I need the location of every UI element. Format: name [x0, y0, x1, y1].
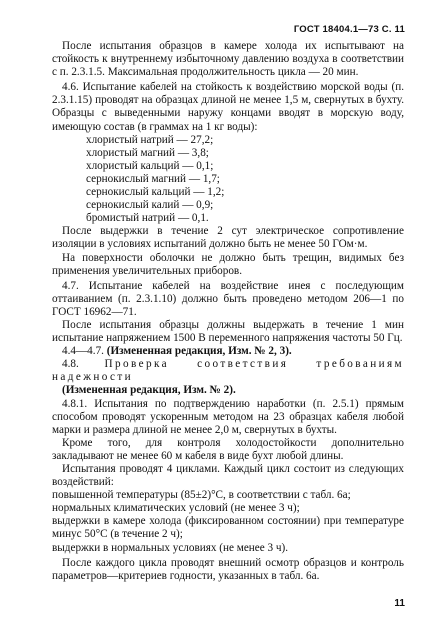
list-item: сернокислый калий — 0,9;: [86, 199, 214, 212]
paragraph: выдержки в нормальных условиях (не менее 3 ч).: [52, 541, 289, 554]
paragraph: После испытания образцы должны выдержать в течение 1 мин испытание напряжением 1500 В переменного напряжения частоты 50 Гц.: [52, 318, 404, 345]
page-header: ГОСТ 18404.1—73 С. 11: [293, 24, 405, 35]
section-heading: [52, 358, 404, 384]
paragraph: повышенной температуры (85±2)°С, в соответствии с табл. 6а;: [52, 489, 351, 502]
list-item: хлористый магний — 3,8;: [86, 146, 209, 159]
section-number: 4.4—4.7.: [62, 345, 104, 358]
paragraph: Испытания проводят 4 циклами. Каждый цикл состоит из следующих воздействий:: [52, 463, 404, 489]
paragraph: Кроме того, для контроля холодостойкости дополнительно закладывают не менее 60 м кабеля в виде бухт любой длины.: [52, 436, 404, 462]
paragraph: 4.6. Испытание кабелей на стойкость к воздействию морской воды (п. 2.3.1.15) проводят на образцах длиной не менее 1,5 м, свернутых в бухту. Образцы с выведенными наружу концами вводят в морскую воду, имеющую состав (в граммах на 1 кг воды):: [52, 81, 404, 133]
paragraph: нормальных климатических условий (не менее 3 ч);: [52, 502, 300, 515]
paragraph: После каждого цикла проводят внешний осмотр образцов и контроль параметров—критериев годности, указанных в табл. 6а.: [52, 556, 404, 582]
paragraph: выдержки в камере холода (фиксированном состоянии) при температуре минус 50°С (в течение 2 ч);: [52, 515, 404, 541]
paragraph: 4.8.1. Испытания по подтверждению наработки (п. 2.5.1) прямым способом проводят ускоренным методом на 23 образцах кабеля любой марки и размера длиной не менее 2,0 м, свернутых в бухты.: [52, 397, 404, 436]
list-item: сернокислый кальций — 1,2;: [86, 186, 225, 199]
amendment-note: (Измененная редакция, Изм. № 2).: [62, 384, 236, 397]
document-body: [52, 40, 404, 583]
composition-list: [52, 134, 404, 226]
amendment-note: [52, 345, 404, 358]
section-title: Проверка соответствия требованиям надежности: [52, 358, 404, 384]
paragraph: После выдержки в течение 2 сут электрическое сопротивление изоляции в условиях испытаний должно быть не менее 50 ГОм·м.: [52, 225, 404, 251]
paragraph: 4.7. Испытание кабелей на воздействие инея с последующим оттаиванием (п. 2.3.1.10) должно быть проведено методом 206—1 по ГОСТ 16962—71.: [52, 279, 404, 318]
list-item: хлористый натрий — 27,2;: [86, 133, 214, 146]
list-item: сернокислый магний — 1,7;: [86, 172, 220, 185]
paragraph: После испытания образцов в камере холода их испытывают на стойкость к внутреннему избыточному давлению воздуха в соответствии с п. 2.3.1.5. Максимальная продолжительность цикла — 20 мин.: [52, 40, 404, 79]
amendment-text: (Измененная редакция, Изм. № 2, 3).: [106, 345, 292, 358]
page-number: 11: [394, 598, 405, 609]
list-item: бромистый натрий — 0,1.: [86, 212, 209, 225]
list-item: хлористый кальций — 0,1;: [86, 159, 214, 172]
paragraph: На поверхности оболочки не должно быть трещин, видимых без применения увеличительных приборов.: [52, 251, 404, 277]
section-number: 4.8.: [62, 358, 79, 371]
